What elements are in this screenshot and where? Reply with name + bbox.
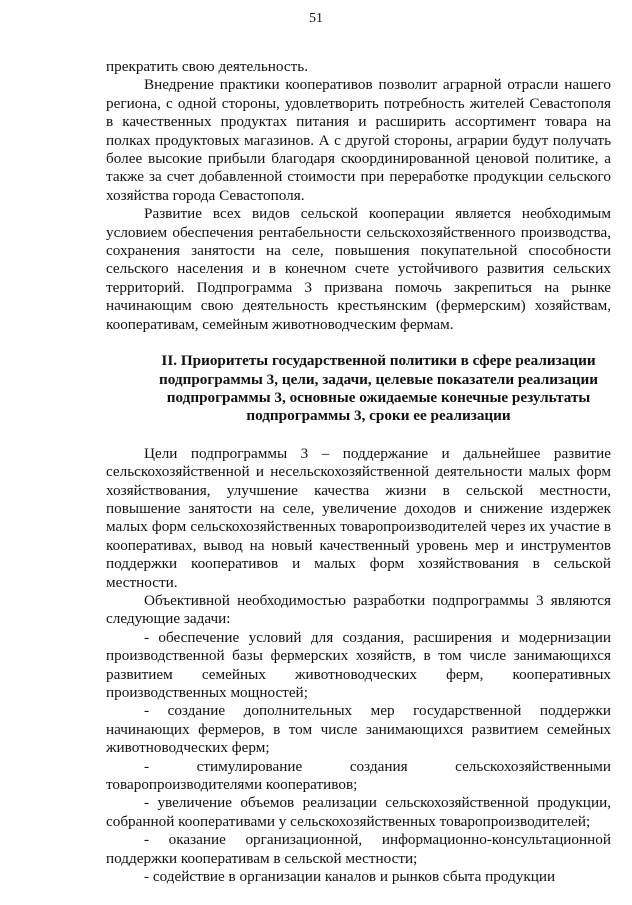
paragraph: Развитие всех видов сельской кооперации является необходимым условием обеспечения рентабельности сельскохозяйственного производства, сохранения занятости на селе, повышения покупательной способности сельского населения и в конечном счете устойчивого развития сельских территорий. Подпрограмма 3 призвана помочь закрепиться на рынке начинающим свою деятельность крестьянским (фермерским) хозяйствам, кооперативам, семейным животноводческим фермам. [106,205,611,333]
paragraph: Внедрение практики кооперативов позволит аграрной отрасли нашего региона, с одной стороны, удовлетворить потребность жителей Севастополя в качественных продуктах питания и расширить ассортимент товара на полках продуктовых магазинов. А с другой стороны, аграрии будут получать более высокие прибыли благодаря скоординированной ценовой политике, а также за счет добавленной стоимости при переработке продукции сельского хозяйства города Севастополя. [106,76,611,204]
task-item: - создание дополнительных мер государственной поддержки начинающих фермеров, в том числе занимающихся развитием семейных животноводческих ферм; [106,702,611,757]
page-content [106,58,611,886]
paragraph: прекратить свою деятельность. [106,58,308,75]
section-heading: II. Приоритеты государственной политики в сфере реализации подпрограммы 3, цели, задачи, целевые показатели реализации подпрограммы 3, основные ожидаемые конечные результаты подпрограммы 3, сроки ее реализации [159,352,598,425]
paragraph: Объективной необходимостью разработки подпрограммы 3 являются следующие задачи: [106,591,611,628]
page-number: 51 [309,11,323,26]
task-item: - увеличение объемов реализации сельскохозяйственной продукции, собранной кооперативами у сельскохозяйственных товаропроизводителей; [106,794,611,830]
task-item: - стимулирование создания сельскохозяйственными товаропроизводителями кооперативов; [106,757,611,794]
task-item: - содействие в организации каналов и рынков сбыта продукции [144,868,556,886]
task-item: - оказание организационной, информационно-консультационной поддержки кооперативам в сельской местности; [106,831,611,867]
paragraph: Цели подпрограммы 3 – поддержание и дальнейшее развитие сельскохозяйственной и несельскохозяйственной деятельности малых форм хозяйствования, улучшение качества жизни в сельской местности, повышение занятости на селе, увеличение доходов и снижение издержек малых форм сельскохозяйственных товаропроизводителей через их участие в кооперативах, вывод на новый качественный уровень мер и инструментов поддержки кооперативов и малых форм хозяйствования в сельской местности. [106,444,611,591]
task-item: - обеспечение условий для создания, расширения и модернизации производственной базы фермерских хозяйств, в том числе занимающихся развитием семейных животноводческих ферм, кооперативных производственных мощностей; [106,628,611,701]
